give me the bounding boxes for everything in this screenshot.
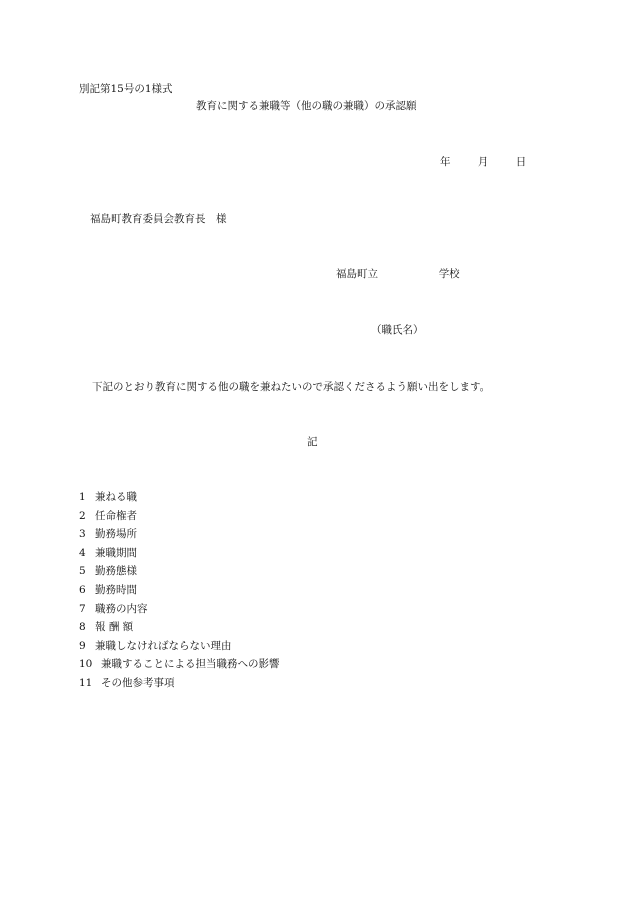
item-label: 任命権者 — [95, 509, 137, 522]
list-item — [79, 492, 280, 511]
list-item — [79, 548, 280, 567]
item-number: 3 — [79, 528, 86, 541]
position-name-label: （職氏名） — [371, 324, 424, 336]
item-label: 勤務場所 — [95, 528, 137, 541]
request-statement: 下記のとおり教育に関する他の職を兼ねたいので承認くださるよう願い出をします。 — [92, 381, 491, 393]
item-number: 6 — [79, 583, 86, 596]
list-item — [79, 678, 280, 697]
item-label: その他参考事項 — [101, 676, 175, 689]
item-number: 2 — [79, 509, 86, 522]
item-number: 10 — [79, 658, 93, 671]
list-item — [79, 622, 280, 641]
item-label: 兼職期間 — [95, 546, 137, 559]
item-number: 1 — [79, 491, 86, 503]
item-label: 報 酬 額 — [95, 621, 134, 634]
addressee: 福島町教育委員会教育長 様 — [90, 213, 227, 225]
item-label: 勤務時間 — [95, 583, 137, 596]
item-label: 勤務態様 — [95, 565, 137, 578]
form-number: 別記第15号の1様式 — [79, 83, 173, 95]
item-number: 7 — [79, 602, 86, 615]
item-label: 職務の内容 — [95, 602, 148, 615]
ki-heading: 記 — [307, 436, 318, 448]
list-item — [79, 659, 280, 678]
list-item — [79, 604, 280, 623]
school-line — [336, 269, 460, 280]
item-label: 兼職することによる担当職務への影響 — [101, 658, 280, 671]
list-item — [79, 566, 280, 585]
item-number: 5 — [79, 565, 86, 578]
date-line — [440, 157, 526, 168]
list-item — [79, 641, 280, 660]
item-number: 11 — [79, 676, 93, 689]
school-prefix: 福島町立 — [336, 268, 378, 280]
item-number: 9 — [79, 639, 86, 652]
item-label: 兼ねる職 — [95, 491, 137, 503]
list-item — [79, 511, 280, 530]
item-list — [79, 492, 280, 697]
school-suffix: 学校 — [438, 268, 460, 280]
date-day-label: 日 — [515, 156, 527, 168]
document-title: 教育に関する兼職等（他の職の兼職）の承認願 — [196, 100, 417, 112]
item-label: 兼職しなければならない理由 — [95, 639, 232, 652]
item-number: 8 — [79, 621, 86, 634]
item-number: 4 — [79, 546, 86, 559]
date-month-label: 月 — [477, 156, 489, 168]
list-item — [79, 585, 280, 604]
list-item — [79, 529, 280, 548]
date-year-label: 年 — [440, 156, 451, 168]
